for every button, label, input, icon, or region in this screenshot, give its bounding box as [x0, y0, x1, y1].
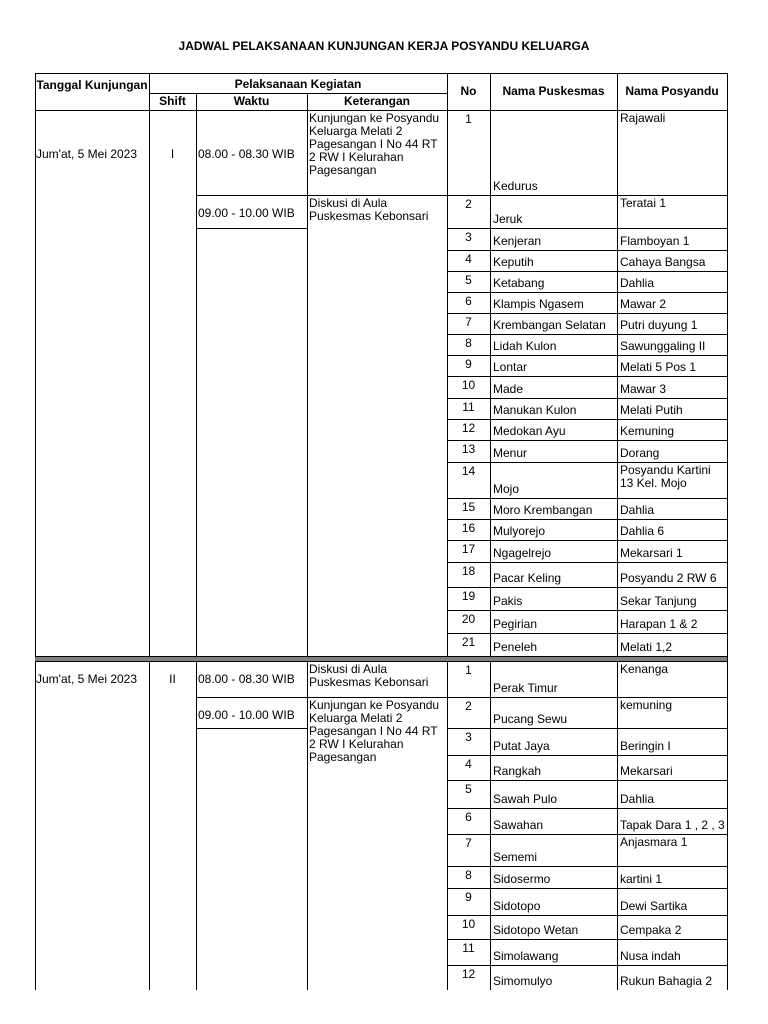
row-posyandu: Beringin I — [620, 739, 671, 753]
kegiatan-keterangan: Kunjungan ke Posyandu Keluarga Melati 2 Pagesangan I No 44 RT 2 RW I Kelurahan Pagesangan — [309, 111, 440, 177]
column-line — [149, 73, 150, 990]
row-posyandu: Anjasmara 1 — [620, 835, 688, 849]
row-posyandu: Mekarsari — [620, 764, 673, 778]
row-line — [447, 334, 728, 335]
row-line — [447, 540, 728, 541]
row-line — [447, 355, 728, 356]
row-no: 8 — [465, 336, 472, 350]
kegiatan-line — [196, 697, 308, 698]
row-no: 7 — [465, 315, 472, 329]
row-posyandu: Rukun Bahagia 2 — [620, 974, 713, 988]
row-line — [447, 228, 728, 229]
row-line — [447, 271, 728, 272]
row-line — [447, 728, 728, 729]
row-line — [447, 780, 728, 781]
row-puskesmas: Ngagelrejo — [493, 546, 552, 560]
row-no: 3 — [465, 230, 472, 244]
row-puskesmas: Lontar — [493, 360, 528, 374]
row-posyandu: Posyandu 2 RW 6 — [620, 571, 717, 585]
row-puskesmas: Klampis Ngasem — [493, 297, 584, 311]
row-line — [447, 398, 728, 399]
row-no: 14 — [461, 464, 476, 478]
row-puskesmas: Mulyorejo — [493, 524, 546, 538]
row-puskesmas: Simolawang — [493, 949, 559, 963]
row-no: 1 — [465, 112, 472, 126]
row-posyandu: Cahaya Bangsa — [620, 255, 706, 269]
row-no: 4 — [465, 252, 472, 266]
row-posyandu: Nusa indah — [620, 949, 681, 963]
kegiatan-waktu: 08.00 - 08.30 WIB — [198, 147, 295, 161]
row-puskesmas: Sawah Pulo — [493, 792, 558, 806]
row-no: 4 — [465, 757, 472, 771]
row-posyandu: kartini 1 — [620, 872, 663, 886]
header-shift: Shift — [159, 94, 186, 108]
row-no: 11 — [462, 941, 475, 955]
row-puskesmas: Pakis — [493, 594, 523, 608]
kegiatan-line — [196, 195, 308, 196]
row-puskesmas: Putat Jaya — [493, 739, 550, 753]
kegiatan-waktu: 09.00 - 10.00 WIB — [198, 206, 295, 220]
row-puskesmas: Jeruk — [493, 212, 523, 226]
kegiatan-waktu: 08.00 - 08.30 WIB — [198, 672, 295, 686]
row-no: 6 — [465, 810, 472, 824]
kegiatan-keterangan: Kunjungan ke Posyandu Keluarga Melati 2 Pagesangan I No 44 RT 2 RW I Kelurahan Pagesangan — [309, 698, 440, 764]
row-posyandu: Mawar 3 — [620, 382, 667, 396]
row-posyandu: Dahlia — [620, 503, 655, 517]
row-posyandu: Rajawali — [620, 111, 666, 125]
column-line — [617, 73, 618, 990]
row-puskesmas: Mojo — [493, 482, 520, 496]
row-line — [447, 808, 728, 809]
row-line — [447, 610, 728, 611]
header-keterangan: Keterangan — [343, 94, 411, 108]
row-no: 11 — [462, 400, 475, 414]
row-line — [447, 587, 728, 588]
row-no: 17 — [461, 542, 476, 556]
row-line — [447, 888, 728, 889]
row-line — [447, 633, 728, 634]
row-no: 16 — [461, 521, 476, 535]
row-puskesmas: Keputih — [493, 255, 534, 269]
row-puskesmas: Pucang Sewu — [493, 712, 568, 726]
row-puskesmas: Sememi — [493, 850, 538, 864]
row-puskesmas: Menur — [493, 446, 528, 460]
row-puskesmas: Sidosermo — [493, 872, 551, 886]
row-posyandu: Sawunggaling II — [620, 339, 706, 353]
row-puskesmas: Pegirian — [493, 617, 538, 631]
row-line — [447, 562, 728, 563]
header-pelaksanaan: Pelaksanaan Kegiatan — [234, 77, 362, 91]
row-posyandu: Putri duyung 1 — [620, 318, 698, 332]
row-no: 10 — [461, 378, 476, 392]
row-posyandu: Harapan 1 & 2 — [620, 617, 698, 631]
row-posyandu: Dahlia 6 — [620, 524, 665, 538]
row-posyandu: Mawar 2 — [620, 297, 667, 311]
row-no: 15 — [461, 500, 476, 514]
row-puskesmas: Sidotopo Wetan — [493, 923, 579, 937]
shift-number: I — [170, 147, 175, 161]
row-no: 9 — [465, 890, 472, 904]
row-puskesmas: Moro Krembangan — [493, 503, 593, 517]
row-posyandu: Kenanga — [620, 662, 669, 676]
row-no: 20 — [461, 612, 476, 626]
shift-number: II — [169, 672, 176, 686]
row-no: 6 — [465, 294, 472, 308]
row-line — [447, 755, 728, 756]
row-posyandu: Sekar Tanjung — [620, 594, 697, 608]
row-posyandu: Dorang — [620, 446, 660, 460]
row-puskesmas: Perak Timur — [493, 681, 558, 695]
row-puskesmas: Lidah Kulon — [493, 339, 557, 353]
row-puskesmas: Pacar Keling — [493, 571, 562, 585]
row-no: 1 — [465, 663, 472, 677]
row-posyandu: Dewi Sartika — [620, 899, 688, 913]
row-line — [447, 866, 728, 867]
row-puskesmas: Sawahan — [493, 818, 544, 832]
row-line — [447, 313, 728, 314]
row-line — [447, 939, 728, 940]
row-posyandu: kemuning — [620, 698, 673, 712]
row-no: 19 — [461, 589, 476, 603]
visit-date: Jum'at, 5 Mei 2023 — [36, 147, 138, 161]
kegiatan-keterangan: Diskusi di Aula Puskesmas Kebonsari — [309, 196, 429, 223]
row-puskesmas: Simomulyo — [493, 974, 553, 988]
row-line — [447, 915, 728, 916]
row-puskesmas: Krembangan Selatan — [493, 318, 606, 332]
row-puskesmas: Made — [493, 382, 524, 396]
row-no: 12 — [461, 967, 476, 981]
table-top-border — [35, 73, 728, 74]
kegiatan-line — [196, 228, 308, 229]
row-line — [447, 376, 728, 377]
page-title: JADWAL PELAKSANAAN KUNJUNGAN KERJA POSYANDU KELUARGA — [178, 39, 590, 53]
header-waktu: Waktu — [233, 94, 270, 108]
row-line — [447, 195, 728, 196]
row-posyandu: Dahlia — [620, 792, 655, 806]
row-no: 9 — [465, 357, 472, 371]
row-no: 5 — [465, 782, 472, 796]
header-no: No — [460, 84, 477, 98]
row-line — [447, 498, 728, 499]
header-tanggal: Tanggal Kunjungan — [36, 78, 148, 92]
row-posyandu: Cempaka 2 — [620, 923, 682, 937]
row-posyandu: Dahlia — [620, 276, 655, 290]
row-line — [447, 697, 728, 698]
row-puskesmas: Ketabang — [493, 276, 545, 290]
row-no: 7 — [465, 836, 472, 850]
row-puskesmas: Peneleh — [493, 640, 538, 654]
visit-date: Jum'at, 5 Mei 2023 — [36, 672, 138, 686]
row-line — [447, 519, 728, 520]
row-posyandu: Tapak Dara 1 , 2 , 3 — [620, 818, 725, 832]
row-puskesmas: Kedurus — [493, 179, 538, 193]
header-puskesmas: Nama Puskesmas — [502, 84, 605, 98]
row-no: 2 — [465, 699, 472, 713]
row-no: 21 — [461, 635, 476, 649]
row-puskesmas: Manukan Kulon — [493, 403, 577, 417]
row-no: 3 — [465, 730, 472, 744]
row-line — [447, 419, 728, 420]
row-no: 13 — [461, 442, 476, 456]
kegiatan-keterangan: Diskusi di Aula Puskesmas Kebonsari — [309, 662, 429, 689]
kegiatan-line — [196, 728, 308, 729]
row-no: 2 — [465, 197, 472, 211]
row-posyandu: Mekarsari 1 — [620, 546, 683, 560]
column-line — [447, 73, 448, 990]
row-puskesmas: Kenjeran — [493, 234, 542, 248]
row-no: 8 — [465, 868, 472, 882]
header-posyandu: Nama Posyandu — [625, 84, 719, 98]
row-line — [447, 292, 728, 293]
section-end-line — [35, 656, 728, 657]
row-line — [447, 965, 728, 966]
kegiatan-waktu: 09.00 - 10.00 WIB — [198, 708, 295, 722]
row-no: 10 — [461, 917, 476, 931]
column-line — [35, 73, 36, 990]
row-puskesmas: Medokan Ayu — [493, 424, 566, 438]
row-no: 12 — [461, 421, 476, 435]
row-puskesmas: Rangkah — [493, 764, 542, 778]
row-posyandu: Flamboyan 1 — [620, 234, 690, 248]
row-no: 5 — [465, 273, 472, 287]
row-no: 18 — [461, 564, 476, 578]
row-puskesmas: Sidotopo — [493, 899, 541, 913]
column-line — [727, 73, 728, 990]
row-posyandu: Melati Putih — [620, 403, 683, 417]
column-line — [490, 73, 491, 990]
row-posyandu: Posyandu Kartini 13 Kel. Mojo — [620, 463, 711, 490]
row-posyandu: Teratai 1 — [620, 196, 667, 210]
row-line — [447, 250, 728, 251]
row-posyandu: Melati 1,2 — [620, 640, 673, 654]
row-posyandu: Melati 5 Pos 1 — [620, 360, 697, 374]
row-line — [447, 440, 728, 441]
row-posyandu: Kemuning — [620, 424, 675, 438]
